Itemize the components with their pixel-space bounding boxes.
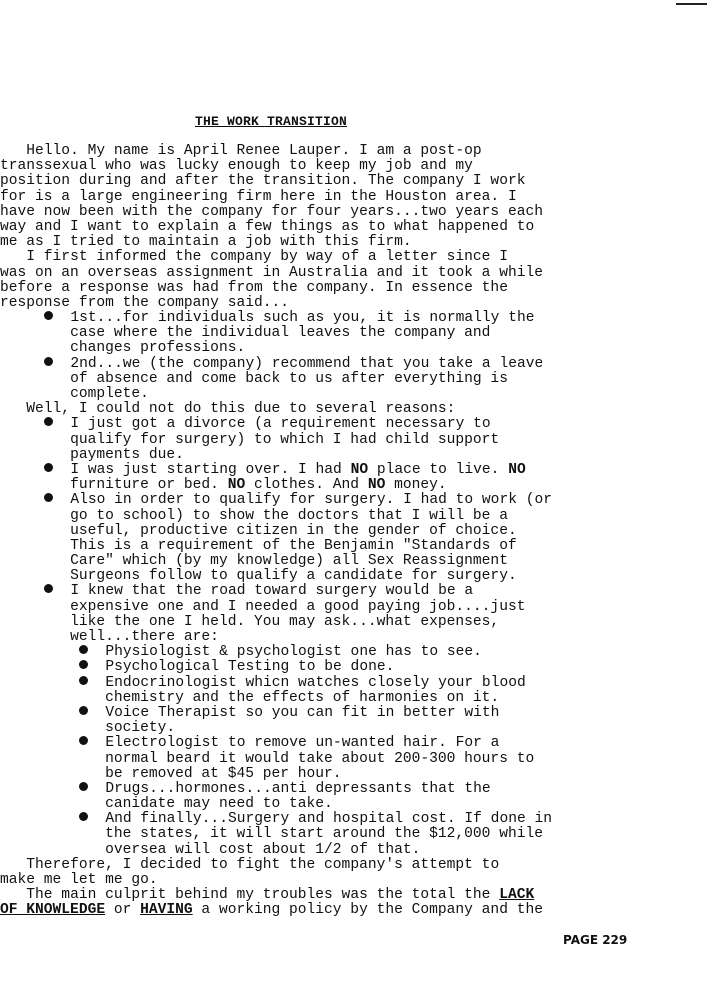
line-indent [0, 705, 79, 721]
line-indent [0, 508, 70, 524]
bullet-line [0, 812, 707, 827]
text-line [0, 433, 707, 448]
line-text: case where the individual leaves the company and [70, 325, 491, 342]
line-indent [0, 644, 79, 660]
bullet-gap [88, 675, 106, 691]
bullet-line [0, 706, 707, 721]
line-indent [0, 325, 70, 341]
line-indent [0, 523, 70, 539]
line-text: way and I want to explain a few things as to what happened to [0, 218, 535, 235]
line-text: make me let me go. [0, 872, 158, 888]
line-text: furniture or bed. [70, 477, 228, 494]
line-text: Well, I could not do this due to several reasons: [26, 401, 456, 418]
line-text: for is a large engineering firm here in the Houston area. I [0, 188, 517, 205]
bullet-icon [79, 736, 88, 745]
emphasis-text: NO [367, 477, 386, 494]
line-indent [0, 735, 79, 751]
bullet-gap [88, 811, 106, 827]
line-text: oversea will cost about 1/2 of that. [105, 841, 421, 858]
text-line [0, 448, 707, 463]
text-line [0, 524, 707, 539]
bullet-line [0, 463, 707, 478]
bullet-icon [44, 584, 53, 593]
line-indent [0, 659, 79, 675]
line-indent [0, 690, 105, 706]
text-line [0, 205, 707, 220]
line-text: The main culprit behind my troubles was the total the [26, 887, 500, 904]
line-text: qualify for surgery) to which I had child support [70, 431, 500, 448]
text-line [0, 159, 707, 174]
line-text: society. [105, 720, 176, 737]
bullet-line [0, 660, 707, 675]
line-indent [0, 887, 26, 903]
bullet-gap [53, 310, 71, 326]
line-text: 2nd...we (the company) recommend that you take a leave [70, 355, 544, 372]
line-text: before a response was had from the company. In essence the [0, 279, 508, 296]
text-line [0, 752, 707, 767]
line-text: or [105, 902, 141, 919]
document-title: THE WORK TRANSITION [195, 114, 348, 129]
line-indent [0, 416, 44, 432]
line-indent [0, 553, 70, 569]
bullet-line [0, 645, 707, 660]
line-text: have now been with the company for four years...two years each [0, 203, 543, 220]
bullet-icon [79, 676, 88, 685]
line-text: response from the company said... [0, 294, 290, 311]
line-text: Surgeons follow to qualify a candidate for surgery. [70, 568, 517, 585]
line-indent [0, 796, 105, 812]
line-indent [0, 842, 105, 858]
line-indent [0, 477, 70, 493]
text-line [0, 721, 707, 736]
bullet-gap [53, 583, 71, 599]
line-text: Drugs...hormones...anti depressants that the [105, 780, 491, 797]
bullet-gap [88, 735, 106, 751]
bullet-icon [79, 706, 88, 715]
line-indent [0, 583, 44, 599]
line-indent [0, 857, 26, 873]
line-indent [0, 675, 79, 691]
text-line [0, 888, 707, 903]
text-line [0, 341, 707, 356]
bullet-gap [53, 416, 71, 432]
line-text: be removed at $45 per hour. [105, 765, 342, 782]
text-line [0, 797, 707, 812]
line-text: me as I tried to maintain a job with this firm. [0, 234, 412, 251]
line-text: Endocrinologist whicn watches closely your blood [105, 674, 526, 691]
text-line [0, 509, 707, 524]
line-text: This is a requirement of the Benjamin "Standards of [70, 537, 517, 554]
bullet-gap [88, 644, 106, 660]
line-text: place to live. [368, 461, 509, 478]
line-indent [0, 599, 70, 615]
emphasis-text: NO [508, 461, 526, 478]
line-text: Also in order to qualify for surgery. I had to work (or [70, 492, 552, 509]
line-indent [0, 401, 26, 417]
line-text: 1st...for individuals such as you, it is normally the [70, 310, 535, 327]
line-indent [0, 249, 26, 265]
line-text: payments due. [70, 446, 184, 463]
text-line [0, 827, 707, 842]
text-line [0, 539, 707, 554]
text-line [0, 220, 707, 235]
line-text: Psychological Testing to be done. [105, 659, 395, 676]
text-line [0, 174, 707, 189]
text-line [0, 296, 707, 311]
text-line [0, 387, 707, 402]
line-text: well...there are: [70, 629, 219, 645]
bullet-gap [53, 492, 71, 508]
text-line [0, 190, 707, 205]
line-text: the states, it will start around the $12,000 while [105, 826, 543, 843]
text-line [0, 266, 707, 281]
line-text: transsexual who was lucky enough to keep my job and my [0, 158, 473, 175]
bullet-gap [88, 659, 106, 675]
text-line [0, 372, 707, 387]
line-text: I first informed the company by way of a letter since I [26, 249, 508, 266]
text-line [0, 250, 707, 265]
text-line [0, 600, 707, 615]
line-text: a working policy by the Company and the [192, 902, 543, 919]
line-indent [0, 447, 70, 463]
bullet-gap [88, 781, 106, 797]
line-text: useful, productive citizen in the gender of choice. [70, 522, 517, 539]
body-text [0, 144, 707, 919]
line-text: Care" which (by my knowledge) all Sex Reassignment [70, 553, 508, 570]
bullet-line [0, 357, 707, 372]
line-text: position during and after the transition. The company I work [0, 173, 526, 190]
line-text: changes professions. [70, 340, 246, 357]
bullet-gap [53, 356, 71, 372]
text-line [0, 569, 707, 584]
line-text: was on an overseas assignment in Australia and it took a while [0, 264, 543, 281]
text-line [0, 873, 707, 888]
text-line [0, 235, 707, 250]
line-text: canidate may need to take. [105, 796, 333, 813]
line-indent [0, 143, 26, 159]
bullet-line [0, 736, 707, 751]
line-text: of absence and come back to us after everything is [70, 370, 508, 387]
line-indent [0, 568, 70, 584]
line-indent [0, 371, 70, 387]
text-line [0, 691, 707, 706]
line-indent [0, 432, 70, 448]
bullet-line [0, 311, 707, 326]
bullet-icon [44, 357, 53, 366]
bullet-line [0, 676, 707, 691]
line-text: I was just starting over. I had [70, 461, 351, 478]
bullet-icon [44, 417, 53, 426]
line-text: And finally...Surgery and hospital cost. If done in [105, 811, 552, 828]
line-indent [0, 386, 70, 402]
line-indent [0, 310, 44, 326]
bullet-icon [44, 463, 53, 472]
line-text: complete. [70, 386, 149, 402]
line-indent [0, 538, 70, 554]
emphasis-text: LACK [499, 887, 535, 904]
bullet-icon [79, 660, 88, 669]
line-indent [0, 492, 44, 508]
bullet-gap [88, 705, 106, 721]
line-indent [0, 720, 105, 736]
line-indent [0, 811, 79, 827]
line-indent [0, 751, 105, 767]
emphasis-text: OF KNOWLEDGE [0, 902, 106, 919]
bullet-line [0, 782, 707, 797]
line-indent [0, 629, 70, 645]
bullet-line [0, 584, 707, 599]
line-text: expensive one and I needed a good paying job....just [70, 598, 526, 615]
bullet-icon [44, 493, 53, 502]
text-line [0, 478, 707, 493]
scan-mark [676, 3, 707, 5]
text-line [0, 858, 707, 873]
line-text: Physiologist & psychologist one has to see. [105, 644, 482, 661]
text-line [0, 326, 707, 341]
bullet-gap [53, 462, 71, 478]
line-text: chemistry and the effects of harmonies on it. [105, 689, 500, 706]
bullet-icon [79, 812, 88, 821]
line-indent [0, 462, 44, 478]
emphasis-text: NO [350, 461, 369, 478]
text-line [0, 843, 707, 858]
line-text: Therefore, I decided to fight the company's attempt to [26, 856, 500, 873]
line-text: Hello. My name is April Renee Lauper. I am a post-op [26, 143, 482, 159]
bullet-icon [79, 782, 88, 791]
line-text: Electrologist to remove un-wanted hair. For a [105, 735, 500, 752]
line-text: money. [385, 477, 447, 494]
line-text: like the one I held. You may ask...what expenses, [70, 613, 500, 630]
page-number: PAGE 229 [563, 933, 628, 947]
line-indent [0, 340, 70, 356]
bullet-icon [44, 311, 53, 320]
line-text: I just got a divorce (a requirement necessary to [70, 416, 491, 433]
bullet-line [0, 417, 707, 432]
line-text: Voice Therapist so you can fit in better with [105, 704, 500, 721]
text-line [0, 281, 707, 296]
text-line [0, 630, 707, 645]
line-text: go to school) to show the doctors that I will be a [70, 507, 508, 524]
emphasis-text: NO [227, 477, 246, 494]
line-text: clothes. And [245, 477, 368, 494]
emphasis-text: HAVING [140, 902, 193, 919]
text-line [0, 615, 707, 630]
text-line [0, 402, 707, 417]
line-indent [0, 356, 44, 372]
text-line [0, 767, 707, 782]
text-line [0, 554, 707, 569]
line-indent [0, 614, 70, 630]
line-indent [0, 826, 105, 842]
line-indent [0, 781, 79, 797]
line-text: normal beard it would take about 200-300 hours to [105, 750, 535, 767]
bullet-line [0, 493, 707, 508]
line-text: I knew that the road toward surgery would be a [70, 583, 474, 600]
text-line [0, 144, 707, 159]
text-line [0, 903, 707, 918]
bullet-icon [79, 645, 88, 654]
line-indent [0, 766, 105, 782]
